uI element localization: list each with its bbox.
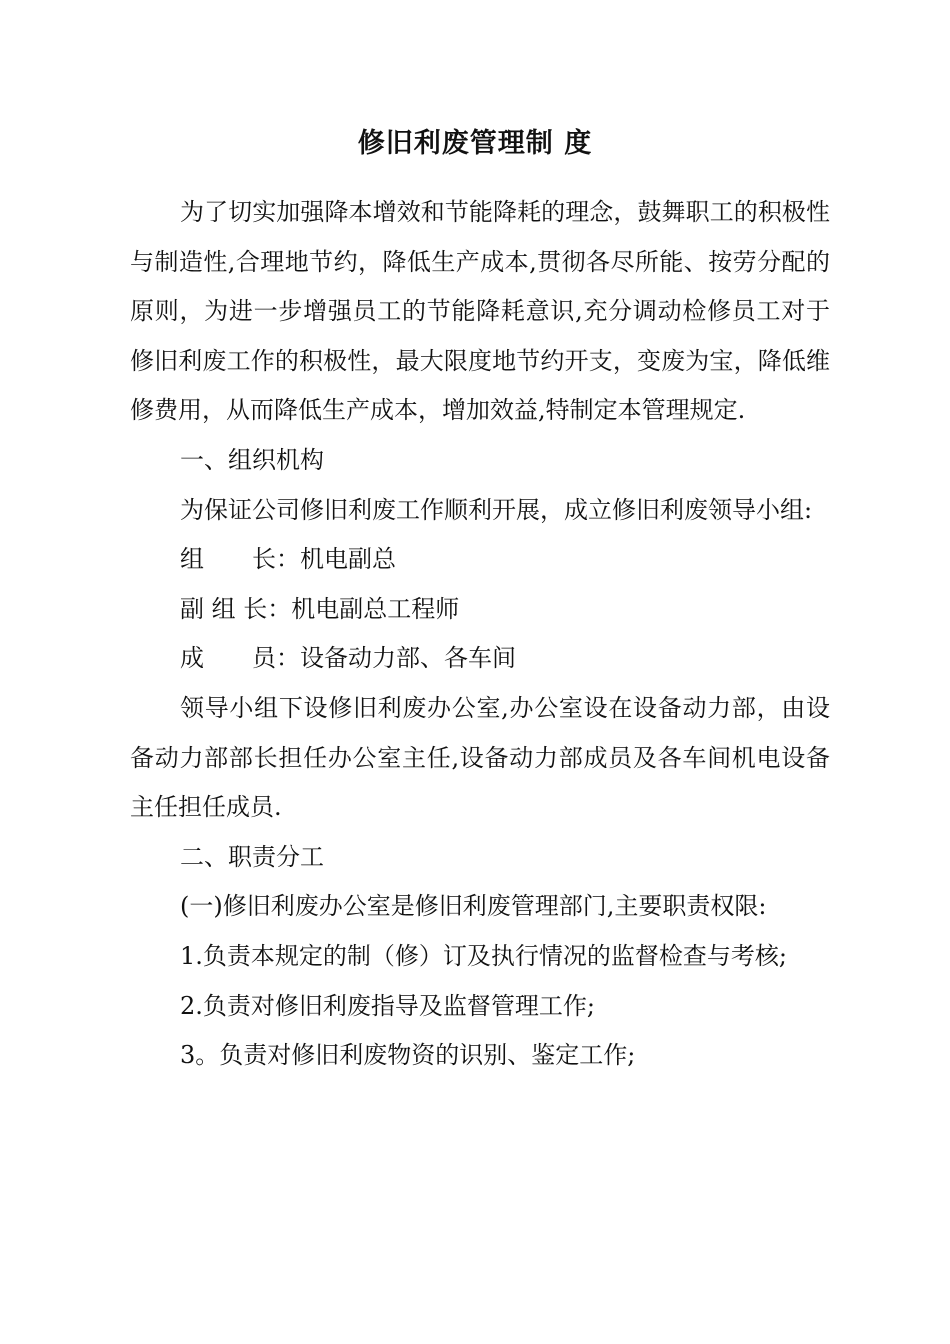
duty-item: 1.负责本规定的制（修）订及执行情况的监督检查与考核; <box>180 941 787 970</box>
intro-paragraph: 为了切实加强降本增效和节能降耗的理念，鼓舞职工的积极性与制造性,合理地节约，降低生产成本,贯彻各尽所能、按劳分配的原则，为进一步增强员工的节能降耗意识,充分调动检修员工对于修旧利废工作的积极性，最大限度地节约开支，变废为宝，降低维修费用，从而降低生产成本，增加效益,特制定本管理规定. <box>130 198 830 425</box>
member-line-leader: 组 长：机电副总 <box>180 545 396 574</box>
section-heading-duties: 二、职责分工 <box>180 842 324 871</box>
duty-item: 2.负责对修旧利废指导及监督管理工作; <box>180 991 595 1020</box>
duties-subheading: (一)修旧利废办公室是修旧利废管理部门,主要职责权限: <box>180 892 767 921</box>
member-line-members: 成 员：设备动力部、各车间 <box>180 644 516 673</box>
duty-item: 3。负责对修旧利废物资的识别、鉴定工作; <box>180 1041 636 1070</box>
organization-paragraph: 为保证公司修旧利废工作顺利开展，成立修旧利废领导小组: <box>180 495 813 524</box>
office-paragraph: 领导小组下设修旧利废办公室,办公室设在设备动力部，由设备动力部部长担任办公室主任,设备动力部成员及各车间机电设备主任担任成员. <box>130 693 830 822</box>
member-line-deputy: 副 组 长：机电副总工程师 <box>180 594 460 623</box>
section-heading-organization: 一、组织机构 <box>180 445 324 474</box>
document-title: 修旧利废管理制 度 <box>357 128 593 159</box>
document-body <box>130 188 830 1081</box>
